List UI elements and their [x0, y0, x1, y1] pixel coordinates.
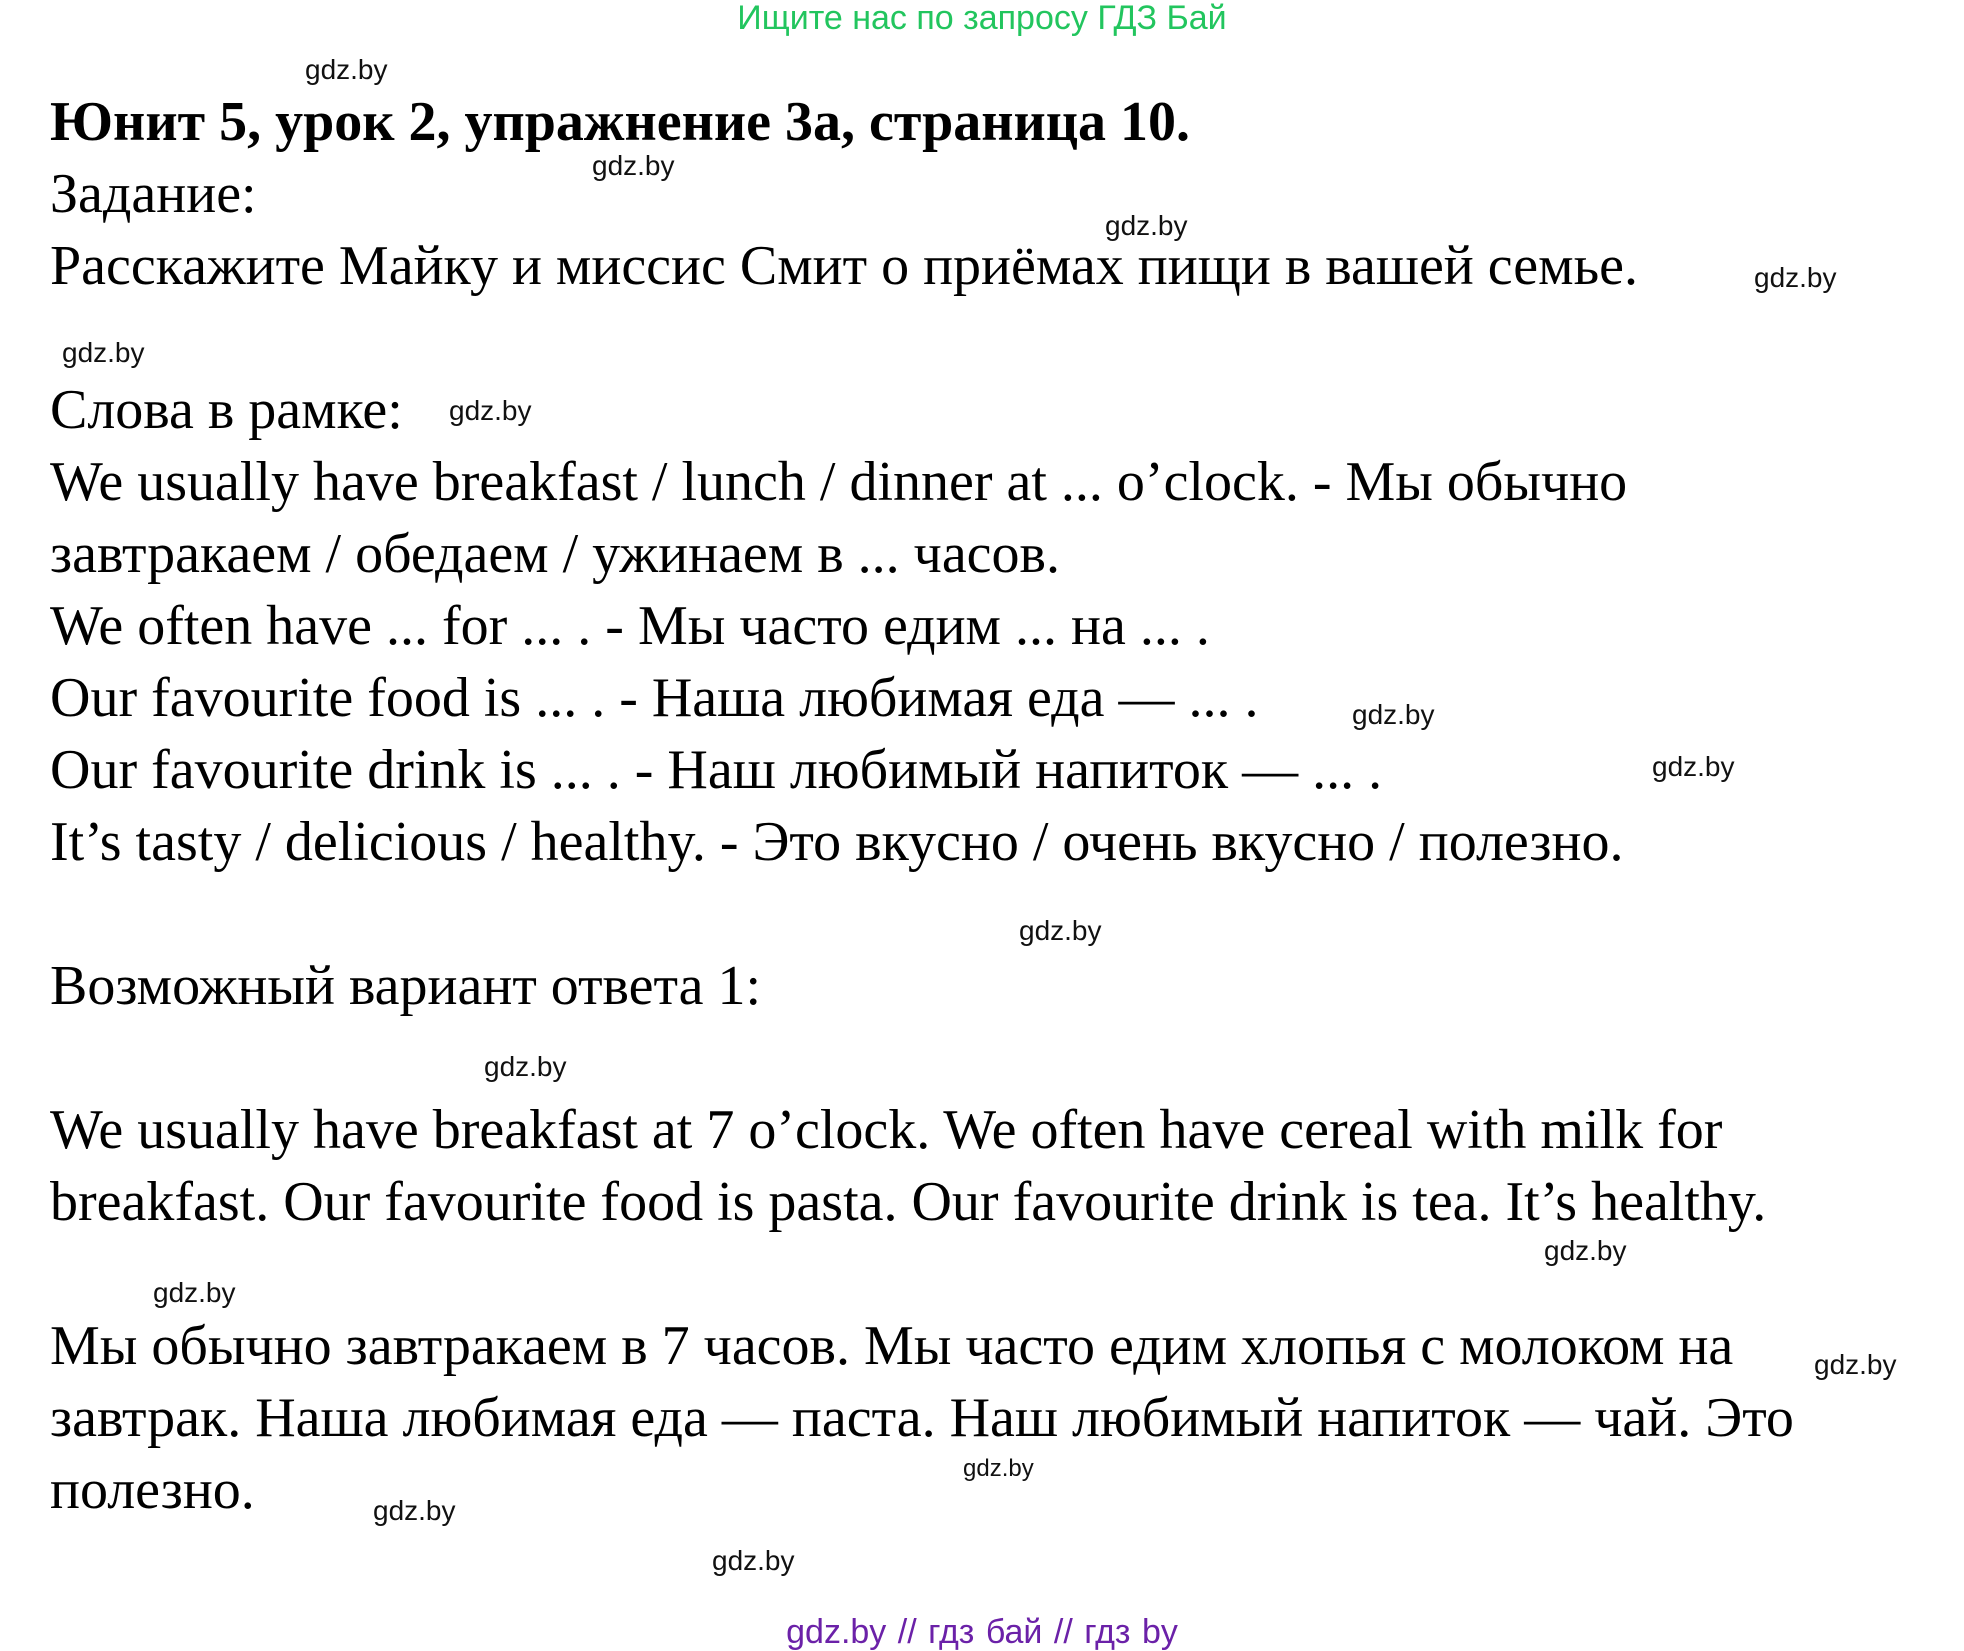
words-box-label: Слова в рамке: — [50, 379, 403, 441]
watermark: gdz.by — [1754, 262, 1837, 293]
watermark: gdz.by — [592, 150, 675, 181]
answer-russian-line: полезно. — [50, 1459, 255, 1521]
watermark: gdz.by — [153, 1277, 236, 1308]
words-box-line: We often have ... for ... . - Мы часто едим ... на ... . — [50, 595, 1210, 657]
watermark: gdz.by — [1652, 751, 1735, 782]
page-title: Юнит 5, урок 2, упражнение 3a, страница 10. — [50, 91, 1191, 153]
answer-english-line: We usually have breakfast at 7 o’clock. We often have cereal with milk for — [50, 1099, 1723, 1161]
watermark: gdz.by — [1544, 1235, 1627, 1266]
words-box-line: It’s tasty / delicious / healthy. - Это вкусно / очень вкусно / полезно. — [50, 811, 1624, 873]
words-box-line: Our favourite food is ... . - Наша любимая еда — ... . — [50, 667, 1259, 729]
watermark: gdz.by — [963, 1455, 1034, 1482]
words-box-line: завтракаем / обедаем / ужинаем в ... часов. — [50, 523, 1060, 585]
watermark: gdz.by — [484, 1051, 567, 1082]
watermark: gdz.by — [1352, 699, 1435, 730]
answer-english-line: breakfast. Our favourite food is pasta. Our favourite drink is tea. It’s healthy. — [50, 1171, 1767, 1233]
answer-russian-line: завтрак. Наша любимая еда — паста. Наш любимый напиток — чай. Это — [50, 1387, 1794, 1449]
watermark: gdz.by — [373, 1495, 456, 1526]
answer-russian-line: Мы обычно завтракаем в 7 часов. Мы часто едим хлопья с молоком на — [50, 1315, 1734, 1377]
task-text: Расскажите Майку и миссис Смит о приёмах пищи в вашей семье. — [50, 235, 1638, 297]
watermark: gdz.by — [1019, 915, 1102, 946]
watermark: gdz.by — [449, 395, 532, 426]
watermark: gdz.by — [712, 1545, 795, 1576]
words-box-line: We usually have breakfast / lunch / dinner at ... o’clock. - Мы обычно — [50, 451, 1628, 513]
task-label: Задание: — [50, 163, 257, 225]
watermark: gdz.by — [305, 54, 388, 85]
watermark: gdz.by — [1105, 210, 1188, 241]
words-box-line: Our favourite drink is ... . - Наш любимый напиток — ... . — [50, 739, 1383, 801]
answer-label: Возможный вариант ответа 1: — [50, 955, 762, 1017]
top-banner: Ищите нас по запросу ГДЗ Бай — [737, 0, 1227, 37]
watermark: gdz.by — [1814, 1349, 1897, 1380]
footer-links: gdz.by // гдз бай // гдз by — [786, 1613, 1178, 1651]
watermark: gdz.by — [62, 337, 145, 368]
